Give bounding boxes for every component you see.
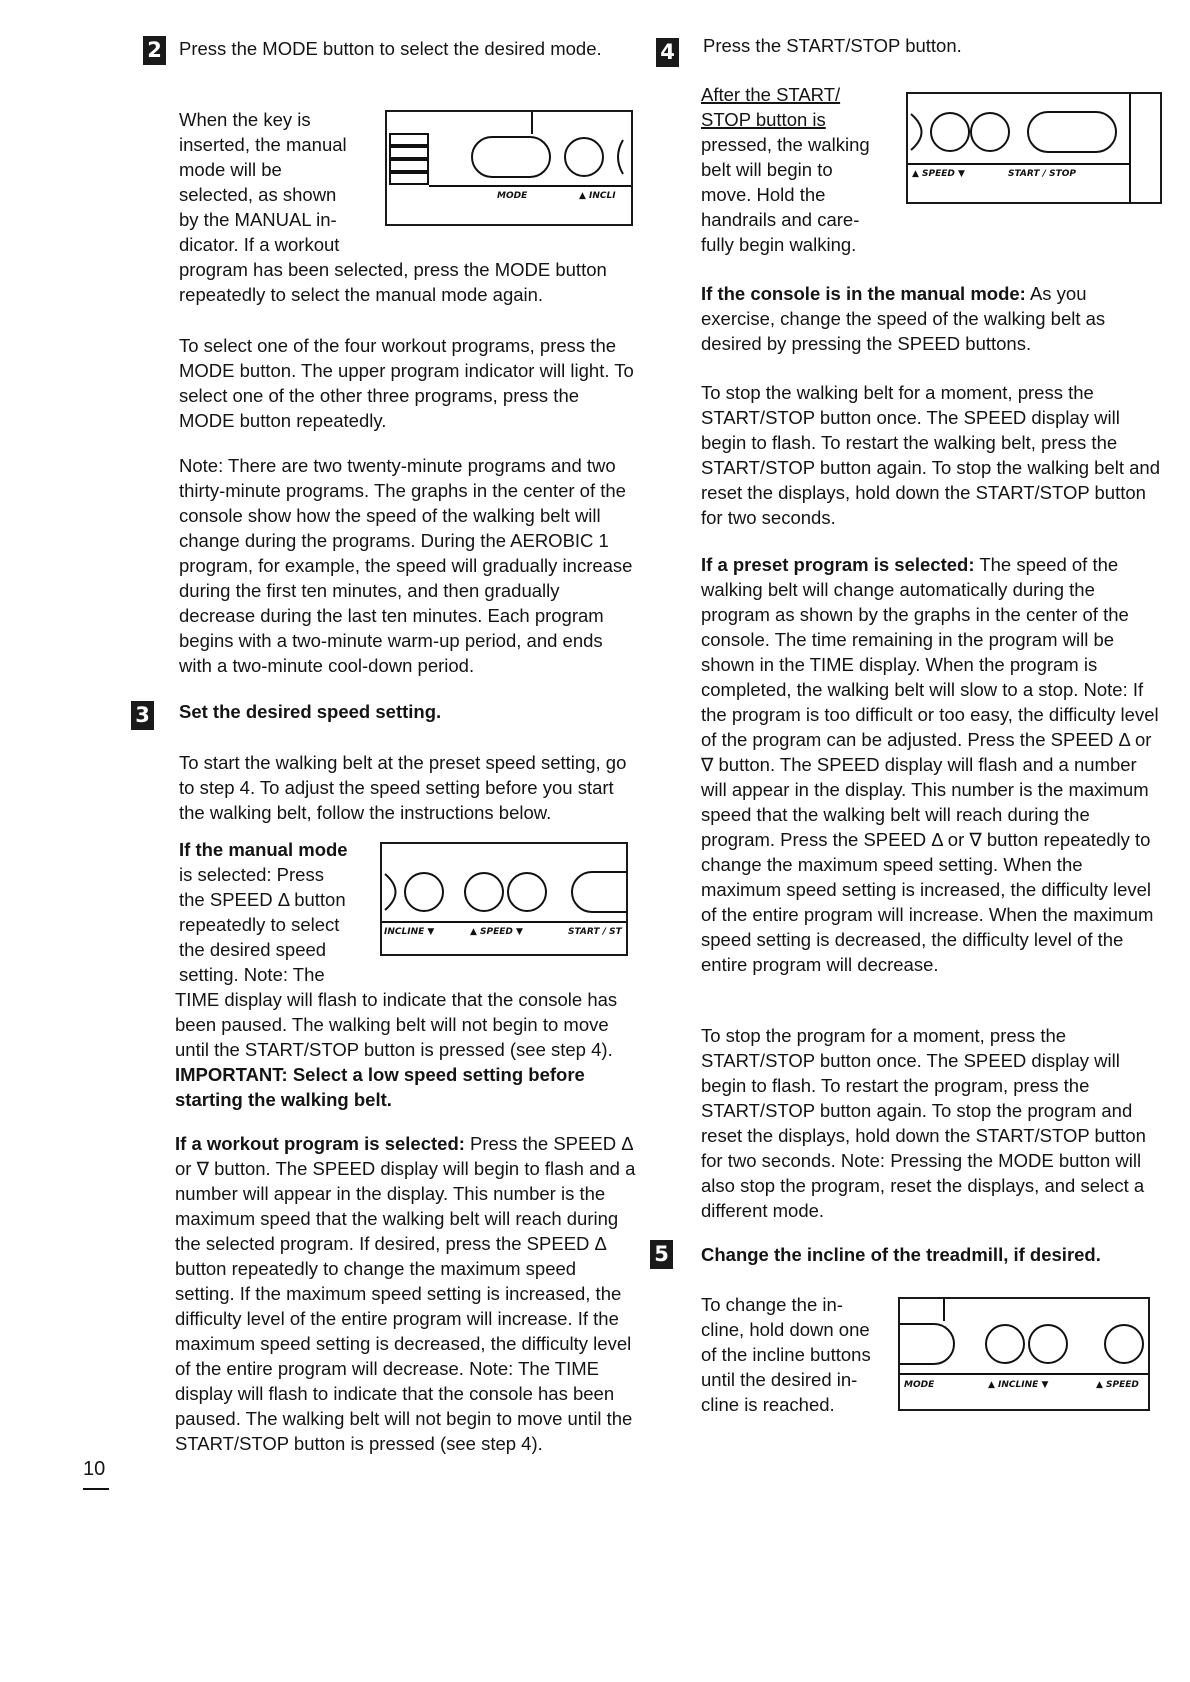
step-3-heading: Set the desired speed setting. (179, 701, 442, 722)
speed-up-button-icon (1105, 1325, 1143, 1363)
step-3-manual-line: setting. Note: The (179, 964, 325, 985)
program-indicator (390, 147, 428, 158)
panel-label-speed: ▲ SPEED (1096, 1380, 1139, 1390)
step-2-intro-line: When the key is (179, 109, 311, 130)
step-3-manual-line: the SPEED Δ button (179, 889, 346, 910)
step-4-program-stop-paragraph: To stop the program for a moment, press the START/STOP button once. The SPEED display will begin to flash. To restart the program, press the START/STOP button again. To stop the program and reset the displays, hold down the START/STOP button for two seconds. Note: Pressing the MODE button will also stop the program, reset the displays, and select a different mode. (701, 1025, 1146, 1221)
step-5-line: To change the in- (701, 1294, 843, 1315)
step-4-intro (701, 82, 901, 257)
step-4-badge: 4 (656, 38, 679, 67)
step-2-workout-paragraph: To select one of the four workout programs, press the MODE button. The upper program indicator will light. To select one of the other three programs, press the MODE button repeatedly. (179, 335, 634, 431)
step-5-line: until the desired in- (701, 1369, 858, 1390)
mode-button-icon (472, 137, 550, 177)
step-4-preset-paragraph: If a preset program is selected: The speed of the walking belt will change automatically during the program as shown by the graphs in the center of the console. The time remaining in the program will be shown in the TIME display. When the program is completed, the walking belt will slow to a stop. Note: If the program is too difficult or too easy, the difficulty level of the program can be adjusted. Press the SPEED Δ or ∇ button. The SPEED display will flash and a number will appear in the display. This number is the maximum speed that the walking belt will reach during the program. Press the SPEED Δ or ∇ button repeatedly to change the maximum speed setting. When the maximum speed setting is increased, the difficulty level of the entire program will increase. When the maximum speed setting is decreased, the difficulty level of the entire program will decrease. (701, 554, 1159, 975)
console-panel-mode (385, 110, 633, 226)
step-4-stop-paragraph: To stop the walking belt for a moment, press the START/STOP button once. The SPEED display will begin to flash. To restart the walking belt, press the START/STOP button again. To stop the walking belt and reset the displays, hold down the START/STOP button for two seconds. (701, 382, 1161, 528)
panel-label-start-stop: START / STOP (1008, 169, 1076, 179)
panel-label-mode: MODE (497, 191, 528, 201)
step-2-heading: Press the MODE button to select the desired mode. (179, 38, 602, 59)
incline-up-button-icon (986, 1325, 1024, 1363)
panel-label-start-stop: START / ST (568, 927, 622, 937)
step-5-text (701, 1292, 901, 1417)
incline-button-icon (565, 138, 603, 176)
step-5-line: cline is reached. (701, 1394, 835, 1415)
panel-label-mode: MODE (904, 1380, 935, 1390)
page-number: 10 (83, 1458, 106, 1480)
step-3-intro: To start the walking belt at the preset speed setting, go to step 4. To adjust the speed setting before you start the walking belt, follow the instructions below. (179, 752, 627, 823)
step-3-manual-line: If the manual mode (179, 839, 348, 860)
start-stop-button-icon (1028, 112, 1116, 152)
step-4-intro-line: pressed, the walking (701, 134, 870, 155)
panel-label-speed: ▲ SPEED ▼ (912, 169, 965, 179)
program-indicator (390, 160, 428, 171)
step-2-intro (179, 107, 379, 257)
step-3-manual-line: repeatedly to select (179, 914, 340, 935)
panel-label-incline: ▲ INCLI (579, 191, 616, 201)
step-2-intro-tail: program has been selected, press the MODE button repeatedly to select the manual mode again. (179, 259, 607, 305)
speed-up-button-icon (931, 113, 969, 151)
step-5-line: of the incline buttons (701, 1344, 871, 1365)
speed-up-button-icon (465, 873, 503, 911)
step-3-manual-lines (179, 837, 379, 987)
program-indicator (390, 173, 428, 184)
console-panel-start-stop (906, 92, 1162, 204)
page-number-underline (83, 1488, 109, 1490)
speed-down-button-icon (508, 873, 546, 911)
step-2-note-paragraph: Note: There are two twenty-minute programs and two thirty-minute programs. The graphs in the center of the console show how the speed of the walking belt will change during the programs. During the AEROBIC 1 program, for example, the speed will gradually increase during the first ten minutes, and then gradually decrease during the last ten minutes. Each program begins with a two-minute warm-up period, and ends with a two-minute cool-down period. (179, 455, 633, 676)
step-3-workout-paragraph: If a workout program is selected: Press the SPEED Δ or ∇ button. The SPEED display will begin to flash and a number will appear in the display. This number is the maximum speed that the walking belt will reach during the selected program. If desired, press the SPEED Δ button repeatedly to change the maximum speed setting. If the maximum speed setting is increased, the difficulty level of the entire program will increase. If the maximum speed setting is decreased, the difficulty level of the entire program will decrease. Note: The TIME display will flash to indicate that the console has been paused. The walking belt will not begin to move until the START/STOP button is pressed (see step 4). (175, 1133, 636, 1454)
start-stop-button-icon (572, 872, 626, 912)
step-4-manual-label: If the console is in the manual mode: (701, 283, 1026, 304)
incline-down-button-icon (1029, 1325, 1067, 1363)
console-panel-incline-speed (380, 842, 628, 956)
step-3-manual-line: the desired speed (179, 939, 327, 960)
step-2-intro-line: inserted, the manual (179, 134, 347, 155)
step-2-intro-line: by the MANUAL in- (179, 209, 337, 230)
speed-down-button-icon (971, 113, 1009, 151)
program-indicator (390, 134, 428, 145)
step-2-intro-line: selected, as shown (179, 184, 337, 205)
step-3-important: IMPORTANT: Select a low speed setting before starting the walking belt. (175, 1064, 585, 1110)
panel-label-incline: INCLINE ▼ (384, 927, 435, 937)
step-4-intro-line: handrails and care- (701, 209, 860, 230)
step-4-manual-paragraph: If the console is in the manual mode: As you exercise, change the speed of the walking belt as desired by pressing the SPEED buttons. (701, 283, 1106, 354)
step-5-badge: 5 (650, 1240, 673, 1269)
step-4-intro-line: move. Hold the (701, 184, 826, 205)
step-4-intro-line: belt will begin to (701, 159, 833, 180)
step-4-intro-line: After the START/ (701, 84, 841, 105)
step-2-intro-line: mode will be (179, 159, 282, 180)
console-panel-incline (898, 1297, 1150, 1411)
step-5-line: cline, hold down one (701, 1319, 870, 1340)
step-2-badge: 2 (143, 36, 166, 65)
step-4-intro-line: STOP button is (701, 109, 826, 130)
step-2-intro-line: dicator. If a workout (179, 234, 340, 255)
incline-button-icon (405, 873, 443, 911)
step-5-heading: Change the incline of the treadmill, if desired. (701, 1244, 1101, 1265)
step-3-manual-line: is selected: Press (179, 864, 324, 885)
panel-label-speed: ▲ SPEED ▼ (470, 927, 523, 937)
step-4-heading: Press the START/STOP button. (703, 35, 962, 56)
panel-label-incline: ▲ INCLINE ▼ (988, 1380, 1049, 1390)
step-4-preset-label: If a preset program is selected: (701, 554, 975, 575)
step-4-intro-line: fully begin walking. (701, 234, 857, 255)
step-3-workout-label: If a workout program is selected: (175, 1133, 465, 1154)
step-3-badge: 3 (131, 701, 154, 730)
step-3-manual-tail: TIME display will flash to indicate that the console has been paused. The walking belt will not begin to move until the START/STOP button is pressed (see step 4). IMPORTANT: Select a low speed setting before starting the walking belt. (175, 989, 618, 1110)
